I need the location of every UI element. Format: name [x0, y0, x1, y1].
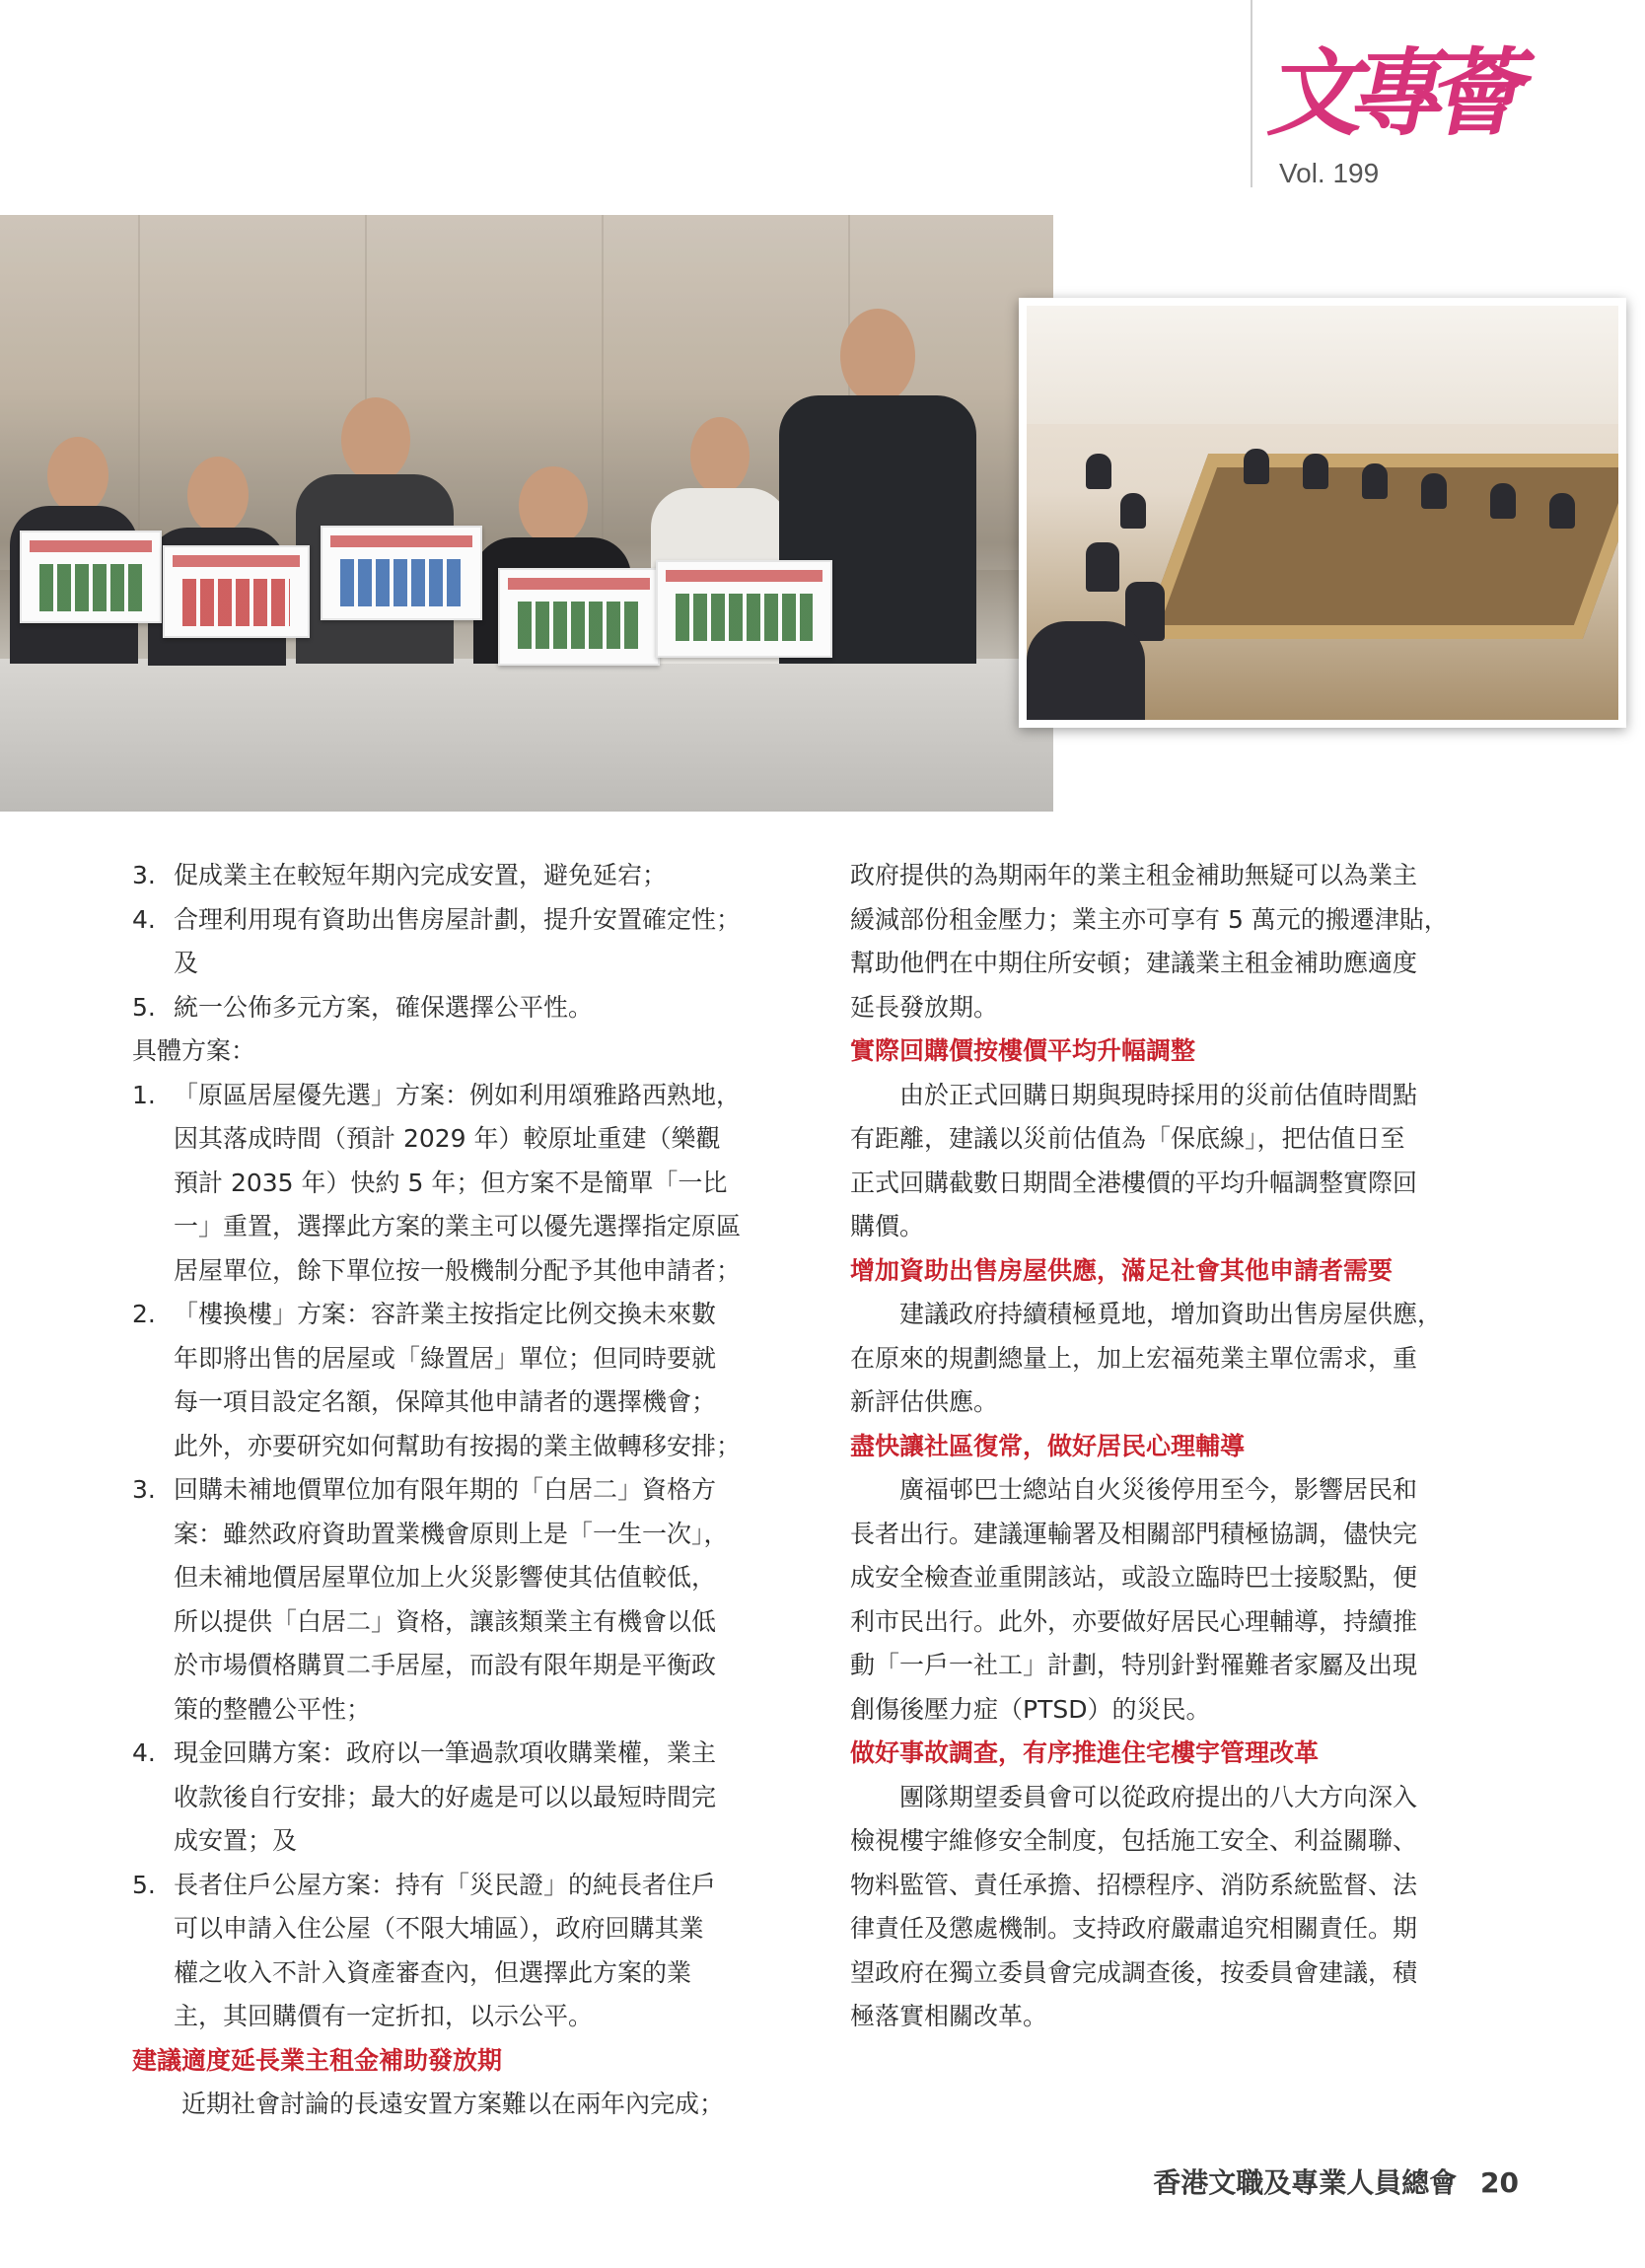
section-heading: 盡快讓社區復常，做好居民心理輔導: [850, 1431, 1246, 1460]
section-heading: 增加資助出售房屋供應，滿足社會其他申請者需要: [850, 1255, 1394, 1285]
paragraph-line: 成安全檢查並重開該站，或設立臨時巴士接駁點，便: [850, 1563, 1418, 1592]
paragraph-line: 廣福邨巴士總站自火災後停用至今，影響居民和: [899, 1475, 1418, 1504]
paragraph-line: 正式回購截數日期間全港樓價的平均升幅調整實際回: [850, 1168, 1418, 1197]
list-item: 3. 回購未補地價單位加有限年期的「白居二」資格方 案：雖然政府資助置業機會原則上是「一生一次」， 但未補地價居屋單位加上火災影響使其估值較低， 所以提供「白居二」資格，讓該類業主有機會以低 於市場價格購買二手居屋，而設有限年期是平衡政 策的整體公平性；: [132, 1475, 729, 1724]
paragraph-line: 創傷後壓力症（PTSD）的災民。: [850, 1694, 1211, 1724]
list-item: 1. 「原區居屋優先選」方案：例如利用頌雅路西熟地， 因其落成時間（預計 2029 年）較原址重建（樂觀 預計 2035 年）快約 5 年；但方案不是簡單「一比 一」重置，選擇此方案的業主可以優先選擇指定原區 居屋單位，餘下單位按一般機制分配予其他申請者；: [132, 1080, 742, 1285]
paragraph-line: 建議政府持續積極覓地，增加資助出售房屋供應，: [899, 1300, 1443, 1328]
specific-plan-label: 具體方案：: [132, 1036, 256, 1065]
paragraph-line: 長者出行。建議運輸署及相關部門積極協調，儘快完: [850, 1519, 1418, 1548]
paragraph: 近期社會討論的長遠安置方案難以在兩年內完成；: [181, 2090, 725, 2118]
paragraph-line: 動「一戶一社工」計劃，特別針對罹難者家屬及出現: [850, 1651, 1418, 1679]
magazine-logo: [1261, 37, 1529, 197]
paragraph-line: 緩減部份租金壓力；業主亦可享有 5 萬元的搬遷津貼，: [850, 904, 1449, 934]
paragraph-line: 由於正式回購日期與現時採用的災前估值時間點: [899, 1080, 1418, 1109]
list-item: 5. 長者住戶公屋方案：持有「災民證」的純長者住戶 可以申請入住公屋（不限大埔區），政府回購其業 權之收入不計入資產審查內，但選擇此方案的業 主，其回購價有一定折扣，以示公平。: [132, 1870, 717, 2030]
paragraph-line: 律責任及懲處機制。支持政府嚴肅追究相關責任。期: [850, 1914, 1418, 1943]
page-number: 20: [1480, 2166, 1519, 2199]
paragraph-line: 延長發放期。: [850, 992, 999, 1022]
paragraph-line: 政府提供的為期兩年的業主租金補助無疑可以為業主: [850, 861, 1418, 889]
section-heading: 實際回購價按樓價平均升幅調整: [850, 1036, 1196, 1065]
paragraph-line: 在原來的規劃總量上，加上宏福苑業主單位需求，重: [850, 1343, 1418, 1373]
paragraph-line: 利市民出行。此外，亦要做好居民心理輔導，持續推: [850, 1606, 1418, 1636]
meeting-photo: [1019, 298, 1626, 728]
list-item: 3. 促成業主在較短年期內完成安置，避免延宕；: [132, 861, 668, 889]
paragraph-line: 有距離，建議以災前估值為「保底線」，把估值日至: [850, 1124, 1405, 1153]
header-divider: [1251, 0, 1252, 187]
organization-name: 香港文職及專業人員總會: [1153, 2166, 1458, 2199]
paragraph-line: 購價。: [850, 1212, 925, 1240]
paragraph-line: 團隊期望委員會可以從政府提出的八大方向深入: [899, 1782, 1418, 1811]
volume-number: Vol. 199: [1279, 158, 1380, 188]
paragraph-line: 幫助他們在中期住所安頓；建議業主租金補助應適度: [850, 949, 1418, 977]
page-footer: [1105, 2162, 1519, 2201]
logo-wordmark: 文專薈: [1261, 37, 1529, 149]
paragraph-line: 檢視樓宇維修安全制度，包括施工安全、利益關聯、: [850, 1826, 1418, 1855]
section-heading: 建議適度延長業主租金補助發放期: [132, 2045, 503, 2075]
list-item: 4. 現金回購方案：政府以一筆過款項收購業權，業主 收款後自行安排；最大的好處是可以以最短時間完 成安置；及: [132, 1738, 717, 1855]
left-column: [132, 854, 822, 2127]
right-column: [850, 854, 1521, 2039]
paragraph-line: 極落實相關改革。: [850, 2002, 1048, 2030]
paragraph-line: 新評估供應。: [850, 1387, 999, 1416]
section-heading: 做好事故調查，有序推進住宅樓宇管理改革: [850, 1738, 1320, 1767]
group-photo: [0, 215, 1053, 812]
list-item: 2. 「樓換樓」方案：容許業主按指定比例交換未來數 年即將出售的居屋或「綠置居」單位；但同時要就 每一項目設定名額，保障其他申請者的選擇機會； 此外，亦要研究如何幫助有按揭的業主做轉移安排；: [132, 1300, 742, 1460]
list-item: 5. 統一公佈多元方案，確保選擇公平性。: [132, 992, 594, 1022]
list-item: 4. 合理利用現有資助出售房屋計劃，提升安置確定性； 及: [132, 904, 742, 977]
paragraph-line: 望政府在獨立委員會完成調查後，按委員會建議，積: [850, 1957, 1418, 1987]
paragraph-line: 物料監管、責任承擔、招標程序、消防系統監督、法: [850, 1870, 1418, 1899]
